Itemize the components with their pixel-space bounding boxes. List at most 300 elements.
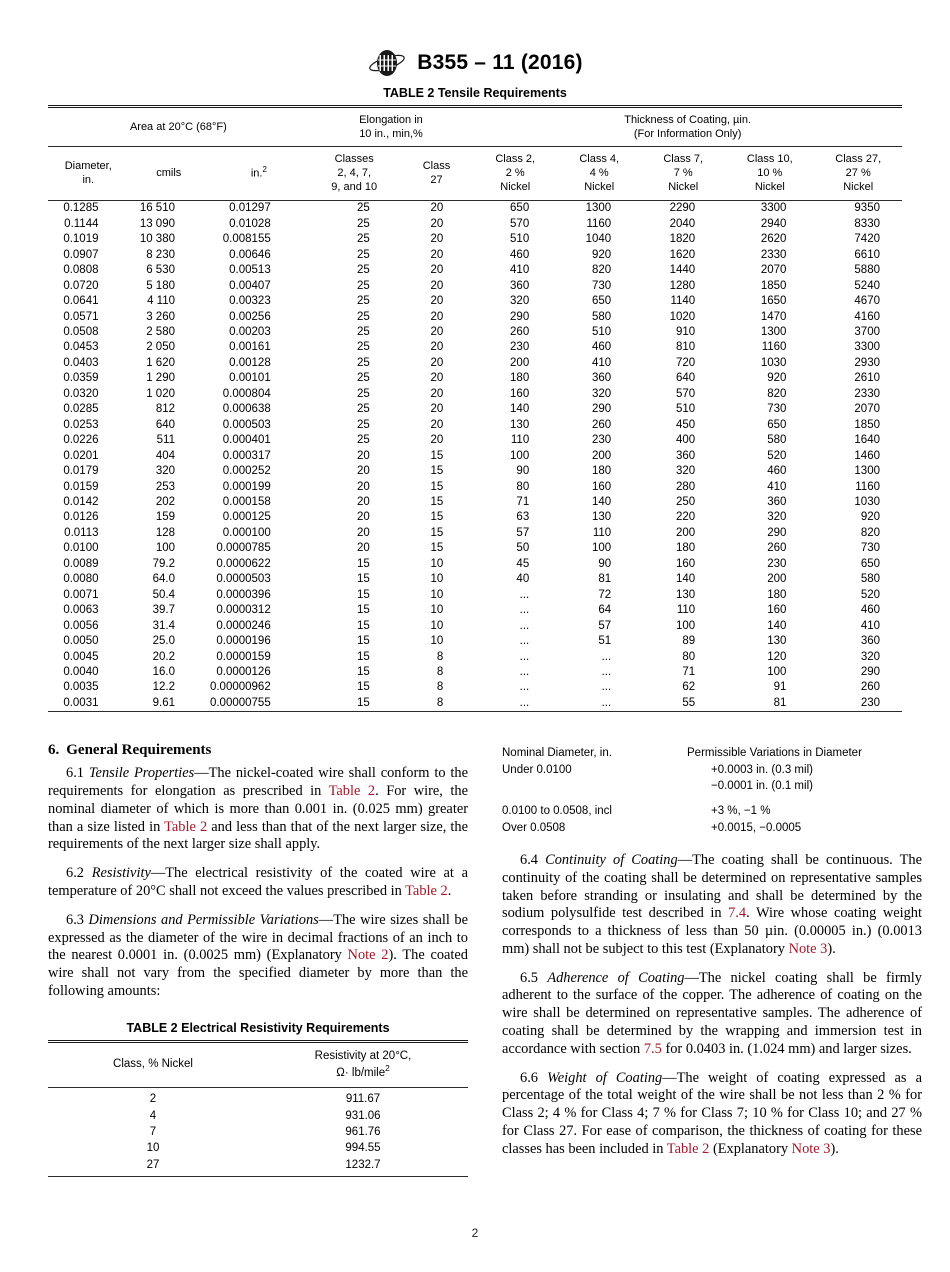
tensile-cell-r13-c8: 730 bbox=[767, 403, 787, 416]
resistivity-cell-r1-c0: 4 bbox=[149, 1109, 157, 1122]
tensile-cell-r11-c4: 20 bbox=[430, 372, 444, 385]
tensile-cell-r12-c1: 1 020 bbox=[146, 387, 175, 400]
tolerance-row-3-left: Over 0.0508 bbox=[502, 821, 566, 834]
tensile-cell-r4-c0: 0.0808 bbox=[63, 264, 99, 277]
link-note-3-a[interactable]: Note 3 bbox=[788, 940, 828, 957]
tensile-cell-r27-c5: ... bbox=[519, 619, 530, 632]
link-section-7-5[interactable]: 7.5 bbox=[643, 1040, 662, 1057]
tensile-cell-r6-c8: 1650 bbox=[760, 295, 787, 308]
tensile-cell-r19-c5: 71 bbox=[516, 496, 530, 508]
tensile-cell-r13-c5: 140 bbox=[510, 403, 530, 416]
tensile-cell-r9-c1: 2 050 bbox=[146, 341, 175, 354]
tensile-cell-r17-c3: 20 bbox=[356, 465, 370, 478]
tensile-cell-r10-c3: 25 bbox=[356, 356, 370, 369]
p66-number: 6.6 bbox=[520, 1069, 538, 1086]
tensile-cell-r2-c3: 25 bbox=[356, 233, 370, 246]
table-row bbox=[48, 588, 902, 603]
tensile-cell-r15-c3: 25 bbox=[356, 434, 370, 447]
tensile-cell-r14-c8: 650 bbox=[767, 418, 787, 431]
tensile-cell-r30-c6: ... bbox=[601, 665, 612, 678]
resistivity-cell-r0-c1: 911.67 bbox=[345, 1093, 381, 1106]
astm-logo-icon bbox=[367, 47, 407, 79]
col-header-class7-line1: Class 7, bbox=[663, 153, 704, 166]
tensile-cell-r1-c1: 13 090 bbox=[139, 217, 175, 230]
tensile-cell-r28-c2: 0.0000196 bbox=[216, 635, 271, 648]
tensile-cell-r21-c4: 15 bbox=[430, 526, 444, 539]
col-header-class7-line3: Nickel bbox=[668, 181, 699, 194]
tensile-cell-r12-c6: 320 bbox=[592, 387, 612, 400]
tensile-cell-r22-c4: 15 bbox=[430, 542, 444, 555]
tensile-cell-r29-c0: 0.0045 bbox=[63, 650, 99, 663]
table-row bbox=[48, 263, 902, 278]
tensile-cell-r22-c7: 180 bbox=[676, 542, 696, 555]
tensile-cell-r25-c7: 130 bbox=[676, 588, 696, 601]
tensile-cell-r18-c4: 15 bbox=[430, 480, 444, 493]
tensile-cell-r14-c1: 640 bbox=[155, 418, 175, 431]
col-header-diameter bbox=[48, 147, 129, 201]
tensile-cell-r24-c2: 0.0000503 bbox=[216, 573, 271, 586]
tensile-cell-r25-c0: 0.0071 bbox=[63, 588, 99, 601]
table-row bbox=[48, 279, 902, 294]
tensile-cell-r15-c6: 230 bbox=[592, 434, 612, 447]
p64-text-c: ). bbox=[827, 940, 836, 957]
tensile-cell-r17-c2: 0.000252 bbox=[222, 465, 271, 478]
tensile-cell-r12-c2: 0.000804 bbox=[222, 387, 271, 400]
tensile-cell-r7-c8: 1470 bbox=[760, 310, 787, 323]
tensile-cell-r3-c0: 0.0907 bbox=[63, 248, 99, 261]
tensile-cell-r30-c2: 0.0000126 bbox=[216, 665, 271, 678]
tensile-cell-r10-c6: 410 bbox=[592, 356, 612, 369]
tensile-cell-r14-c0: 0.0253 bbox=[63, 418, 99, 431]
link-note-2[interactable]: Note 2 bbox=[347, 947, 389, 964]
group-header-elongation bbox=[309, 107, 474, 147]
resistivity-cell-r2-c1: 961.76 bbox=[345, 1126, 381, 1139]
tensile-cell-r30-c0: 0.0040 bbox=[63, 665, 99, 678]
tensile-cell-r30-c4: 8 bbox=[436, 665, 444, 678]
tensile-cell-r21-c2: 0.000100 bbox=[222, 526, 271, 539]
tensile-cell-r11-c1: 1 290 bbox=[146, 372, 175, 385]
tensile-cell-r5-c0: 0.0720 bbox=[63, 279, 99, 292]
tensile-cell-r32-c1: 9.61 bbox=[152, 696, 175, 709]
tensile-cell-r31-c0: 0.0035 bbox=[63, 681, 99, 694]
tensile-cell-r10-c8: 1030 bbox=[760, 356, 787, 369]
tensile-cell-r12-c8: 820 bbox=[767, 387, 787, 400]
tensile-cell-r29-c9: 320 bbox=[860, 650, 880, 663]
tensile-cell-r11-c8: 920 bbox=[767, 372, 787, 385]
tensile-cell-r19-c3: 20 bbox=[356, 496, 370, 508]
tensile-cell-r18-c8: 410 bbox=[767, 480, 787, 493]
tensile-cell-r1-c4: 20 bbox=[430, 217, 444, 230]
p61-number: 6.1 bbox=[66, 765, 84, 782]
res-col-header-line2 bbox=[260, 1064, 466, 1081]
link-note-3-b[interactable]: Note 3 bbox=[791, 1140, 831, 1157]
resistivity-cell-r1-c1: 931.06 bbox=[345, 1109, 381, 1122]
tensile-group-header-row bbox=[48, 107, 902, 147]
tensile-cell-r5-c5: 360 bbox=[510, 279, 530, 292]
tensile-cell-r6-c4: 20 bbox=[430, 295, 444, 308]
tensile-cell-r24-c6: 81 bbox=[598, 573, 612, 586]
table-row bbox=[48, 1124, 468, 1140]
res-col-header-units: Ω· lb/mile bbox=[336, 1066, 386, 1079]
table-row bbox=[48, 480, 902, 495]
link-table-2-d[interactable]: Table 2 bbox=[666, 1140, 710, 1157]
table-row bbox=[48, 557, 902, 572]
tensile-cell-r11-c7: 640 bbox=[676, 372, 696, 385]
tensile-cell-r9-c5: 230 bbox=[510, 341, 530, 354]
paragraph-6-1 bbox=[48, 765, 468, 854]
tensile-cell-r19-c6: 140 bbox=[592, 496, 612, 508]
resistivity-table-body bbox=[48, 1088, 468, 1177]
tensile-cell-r0-c7: 2290 bbox=[669, 202, 696, 215]
link-table-2-a[interactable]: Table 2 bbox=[328, 783, 376, 800]
table-row bbox=[48, 1140, 468, 1156]
tensile-cell-r0-c8: 3300 bbox=[760, 202, 787, 215]
tensile-cell-r30-c3: 15 bbox=[356, 665, 370, 678]
tensile-cell-r8-c7: 910 bbox=[676, 326, 696, 339]
tolerance-row bbox=[502, 820, 922, 836]
col-header-sqin-text: in. bbox=[250, 168, 263, 181]
link-table-2-b[interactable]: Table 2 bbox=[164, 818, 208, 835]
tensile-cell-r5-c4: 20 bbox=[430, 279, 444, 292]
tensile-cell-r25-c6: 72 bbox=[598, 588, 612, 601]
col-header-class-10-nickel bbox=[725, 147, 814, 201]
tensile-cell-r23-c5: 45 bbox=[516, 557, 530, 570]
group-header-elongation-line2: 10 in., min,% bbox=[359, 128, 423, 141]
tensile-cell-r21-c3: 20 bbox=[356, 526, 370, 539]
tensile-cell-r9-c0: 0.0453 bbox=[63, 341, 99, 354]
tensile-cell-r6-c6: 650 bbox=[592, 295, 612, 308]
col-header-class-27-nickel bbox=[814, 147, 902, 201]
tensile-cell-r29-c7: 80 bbox=[682, 650, 696, 663]
tensile-cell-r8-c6: 510 bbox=[592, 326, 612, 339]
link-table-2-c[interactable]: Table 2 bbox=[405, 883, 448, 900]
tensile-cell-r6-c5: 320 bbox=[510, 295, 530, 308]
tensile-cell-r5-c9: 5240 bbox=[854, 279, 880, 292]
p61-term: Tensile Properties bbox=[88, 765, 195, 782]
tensile-cell-r0-c5: 650 bbox=[510, 202, 530, 215]
tensile-cell-r28-c0: 0.0050 bbox=[63, 635, 99, 648]
tensile-cell-r32-c0: 0.0031 bbox=[63, 696, 99, 709]
tensile-cell-r26-c8: 160 bbox=[767, 604, 787, 617]
tolerance-row-3-right: +0.0015, −0.0005 bbox=[711, 821, 802, 834]
tensile-cell-r3-c3: 25 bbox=[356, 248, 370, 261]
tensile-cell-r21-c0: 0.0113 bbox=[64, 526, 99, 539]
tensile-cell-r26-c2: 0.0000312 bbox=[216, 604, 271, 617]
p64-text-b: . Wire whose coating weight corresponds to a thickness of less than 50 µin. (0.00005 in.) (0.0013 mm) shall not be subject to this test (Explanatory bbox=[502, 905, 922, 957]
col-header-class10-line3: Nickel bbox=[754, 181, 785, 194]
tensile-cell-r19-c1: 202 bbox=[155, 496, 175, 508]
tensile-cell-r19-c4: 15 bbox=[430, 496, 444, 508]
tensile-cell-r4-c1: 6 530 bbox=[146, 264, 175, 277]
tolerance-row-0-left: Under 0.0100 bbox=[502, 763, 572, 776]
tensile-cell-r32-c9: 230 bbox=[860, 696, 880, 709]
table-row bbox=[48, 371, 902, 386]
tensile-cell-r2-c0: 0.1019 bbox=[63, 233, 99, 246]
tensile-cell-r21-c9: 820 bbox=[860, 526, 880, 539]
col-header-class2-line3: Nickel bbox=[500, 181, 531, 194]
tensile-cell-r28-c7: 89 bbox=[682, 635, 696, 648]
tensile-cell-r22-c8: 260 bbox=[767, 542, 787, 555]
col-header-class27-line2: 27 % bbox=[845, 167, 871, 180]
p63-text-b: ). The coated wire shall not vary from the specified diameter by more than the following amounts: bbox=[48, 947, 469, 999]
tolerance-row-1-right: −0.0001 in. (0.1 mil) bbox=[711, 780, 813, 792]
table-row bbox=[48, 619, 902, 634]
tensile-cell-r27-c1: 31.4 bbox=[152, 619, 175, 632]
col-header-class27-line1: Class 27, bbox=[835, 153, 882, 166]
tensile-cell-r28-c5: ... bbox=[519, 635, 530, 648]
tensile-cell-r29-c4: 8 bbox=[436, 650, 444, 663]
table-row bbox=[48, 680, 902, 695]
p63-text-a: —The wire sizes shall be expressed as the diameter of the wire in decimal fractions of an inch to the nearest 0.0001 in. (0.0025 mm) (Explanatory bbox=[48, 911, 468, 964]
tensile-cell-r31-c7: 62 bbox=[682, 681, 696, 694]
tensile-cell-r6-c7: 1140 bbox=[670, 295, 696, 308]
electrical-resistivity-table bbox=[48, 1040, 468, 1177]
resistivity-cell-r3-c0: 10 bbox=[146, 1142, 160, 1155]
tensile-cell-r23-c4: 10 bbox=[430, 557, 444, 570]
p63-number: 6.3 bbox=[66, 911, 84, 928]
tensile-cell-r8-c5: 260 bbox=[510, 326, 530, 339]
tensile-cell-r17-c5: 90 bbox=[516, 465, 530, 478]
tensile-cell-r15-c8: 580 bbox=[767, 434, 787, 447]
table-row bbox=[48, 526, 902, 541]
tensile-cell-r26-c5: ... bbox=[519, 604, 530, 617]
tensile-cell-r13-c2: 0.000638 bbox=[222, 403, 271, 416]
tensile-cell-r25-c8: 180 bbox=[767, 588, 787, 601]
tensile-cell-r2-c8: 2620 bbox=[760, 233, 787, 246]
tensile-cell-r17-c9: 1300 bbox=[854, 465, 880, 478]
p62-term: Resistivity bbox=[91, 865, 151, 882]
section-6-title: General Requirements bbox=[66, 742, 212, 759]
tensile-cell-r19-c7: 250 bbox=[676, 496, 696, 508]
tensile-cell-r28-c3: 15 bbox=[356, 635, 370, 648]
tensile-cell-r26-c3: 15 bbox=[356, 604, 370, 617]
tensile-cell-r29-c8: 120 bbox=[767, 650, 787, 663]
tensile-cell-r30-c8: 100 bbox=[767, 665, 787, 678]
resistivity-cell-r4-c1: 1232.7 bbox=[345, 1158, 381, 1171]
col-header-classes-line3: 9, and 10 bbox=[331, 181, 378, 194]
tensile-cell-r31-c6: ... bbox=[601, 681, 612, 694]
tensile-cell-r23-c3: 15 bbox=[356, 557, 370, 570]
tensile-cell-r15-c2: 0.000401 bbox=[222, 434, 271, 447]
tensile-cell-r13-c4: 20 bbox=[430, 403, 444, 416]
tensile-cell-r23-c2: 0.0000622 bbox=[216, 557, 271, 570]
p65-text-a: —The nickel coating shall be firmly adherent to the surface of the copper. The adherence of coating on the wire shall be determined on representative samples. The adherence of coating shall be determined by the wrapping and immersion test in accordance with section bbox=[502, 969, 922, 1057]
tensile-cell-r17-c7: 320 bbox=[676, 465, 696, 478]
col-header-cmils-line1: cmils bbox=[156, 167, 182, 180]
tensile-cell-r31-c4: 8 bbox=[436, 681, 444, 694]
col-header-class-27-elongation bbox=[400, 147, 474, 201]
tensile-cell-r0-c3: 25 bbox=[356, 202, 370, 215]
tensile-cell-r1-c2: 0.01028 bbox=[229, 217, 271, 230]
tensile-cell-r24-c0: 0.0080 bbox=[63, 573, 99, 586]
col-header-classes-line2: 2, 4, 7, bbox=[337, 167, 372, 180]
tensile-cell-r7-c2: 0.00256 bbox=[229, 310, 271, 323]
table-row bbox=[48, 495, 902, 510]
tolerance-row-2-right: +3 %, −1 % bbox=[711, 805, 771, 818]
tensile-cell-r15-c1: 511 bbox=[156, 434, 175, 447]
tensile-cell-r20-c8: 320 bbox=[767, 511, 787, 524]
left-column bbox=[48, 742, 468, 1177]
tensile-cell-r20-c4: 15 bbox=[430, 511, 444, 524]
tensile-cell-r22-c2: 0.0000785 bbox=[216, 542, 271, 555]
tensile-cell-r31-c9: 260 bbox=[860, 681, 880, 694]
tensile-cell-r15-c4: 20 bbox=[430, 434, 444, 447]
p61-text-c: and less than that of the next larger size, the requirements of the next larger size shall apply. bbox=[48, 818, 469, 853]
col-header-square-inch-line1 bbox=[211, 165, 307, 181]
tensile-cell-r17-c4: 15 bbox=[430, 465, 444, 478]
col-header-class2-line1: Class 2, bbox=[495, 153, 536, 166]
tensile-cell-r21-c5: 57 bbox=[516, 526, 530, 539]
tensile-cell-r5-c2: 0.00407 bbox=[229, 279, 271, 292]
tensile-cell-r31-c1: 12.2 bbox=[152, 681, 175, 694]
tensile-cell-r28-c8: 130 bbox=[767, 635, 787, 648]
paragraph-6-4 bbox=[502, 852, 922, 959]
tensile-cell-r1-c0: 0.1144 bbox=[64, 217, 99, 230]
tolerance-row-1-left bbox=[502, 778, 687, 794]
p63-term: Dimensions and Permissible Variations bbox=[88, 911, 319, 928]
p62-number: 6.2 bbox=[66, 865, 84, 882]
resistivity-cell-r2-c0: 7 bbox=[149, 1126, 157, 1139]
tensile-cell-r9-c3: 25 bbox=[356, 341, 370, 354]
tensile-cell-r4-c6: 820 bbox=[592, 264, 612, 277]
tensile-cell-r20-c2: 0.000125 bbox=[222, 511, 271, 524]
col-header-class-7-nickel bbox=[641, 147, 725, 201]
p64-text-a: —The coating shall be continuous. The continuity of the coating shall be determined on representative samples taken before stranding or insulating and shall be determined by the sodium polysulfide test described in bbox=[502, 851, 922, 922]
tolerance-row-0-right: +0.0003 in. (0.3 mil) bbox=[711, 763, 813, 776]
table-row bbox=[48, 402, 902, 417]
tensile-cell-r28-c9: 360 bbox=[860, 635, 880, 648]
col-header-diameter-line1: Diameter, bbox=[64, 160, 112, 173]
tensile-cell-r9-c7: 810 bbox=[676, 341, 696, 354]
tensile-cell-r25-c3: 15 bbox=[356, 588, 370, 601]
tensile-cell-r25-c2: 0.0000396 bbox=[216, 588, 271, 601]
col-header-cmils bbox=[129, 147, 210, 201]
tensile-cell-r28-c4: 10 bbox=[430, 635, 444, 648]
table-row bbox=[48, 232, 902, 247]
tensile-cell-r2-c6: 1040 bbox=[585, 233, 612, 246]
tensile-cell-r2-c7: 1820 bbox=[669, 233, 696, 246]
tensile-cell-r13-c9: 2070 bbox=[854, 403, 880, 416]
tensile-cell-r0-c4: 20 bbox=[430, 202, 444, 215]
tensile-cell-r22-c0: 0.0100 bbox=[63, 542, 99, 555]
table-row bbox=[48, 310, 902, 325]
tolerance-row bbox=[502, 762, 922, 778]
tensile-cell-r16-c3: 20 bbox=[356, 449, 370, 462]
tensile-cell-r2-c1: 10 380 bbox=[139, 233, 175, 246]
tensile-cell-r17-c8: 460 bbox=[767, 465, 787, 478]
tensile-cell-r22-c5: 50 bbox=[516, 542, 530, 555]
tensile-cell-r18-c9: 1160 bbox=[855, 480, 880, 493]
tensile-cell-r24-c4: 10 bbox=[430, 573, 444, 586]
tensile-cell-r27-c3: 15 bbox=[356, 619, 370, 632]
tensile-cell-r32-c8: 81 bbox=[773, 696, 787, 709]
tensile-cell-r16-c9: 1460 bbox=[854, 449, 880, 462]
tensile-cell-r8-c9: 3700 bbox=[854, 326, 880, 339]
tensile-cell-r21-c6: 110 bbox=[592, 526, 612, 539]
document-header bbox=[48, 0, 902, 86]
tensile-cell-r0-c0: 0.1285 bbox=[63, 202, 99, 215]
tensile-cell-r4-c2: 0.00513 bbox=[229, 264, 271, 277]
tensile-cell-r11-c9: 2610 bbox=[854, 372, 880, 385]
col-header-square-inch bbox=[209, 147, 309, 201]
table-row bbox=[48, 464, 902, 479]
tensile-cell-r32-c3: 15 bbox=[356, 696, 370, 709]
tensile-cell-r21-c7: 200 bbox=[676, 526, 696, 539]
tensile-cell-r3-c6: 920 bbox=[592, 248, 612, 261]
tensile-cell-r32-c6: ... bbox=[601, 696, 612, 709]
tensile-cell-r24-c9: 580 bbox=[860, 573, 880, 586]
tensile-cell-r20-c1: 159 bbox=[155, 511, 175, 524]
right-column bbox=[502, 742, 922, 1177]
tensile-cell-r5-c8: 1850 bbox=[760, 279, 787, 292]
tensile-cell-r26-c9: 460 bbox=[860, 604, 880, 617]
resistivity-cell-r3-c1: 994.55 bbox=[345, 1142, 381, 1155]
group-header-thickness-line1: Thickness of Coating, µin. bbox=[624, 114, 752, 126]
tensile-cell-r15-c9: 1640 bbox=[854, 434, 880, 447]
table-row bbox=[48, 541, 902, 556]
table-row bbox=[48, 217, 902, 232]
tensile-cell-r14-c2: 0.000503 bbox=[222, 418, 271, 431]
tensile-cell-r19-c2: 0.000158 bbox=[222, 496, 271, 508]
tensile-cell-r18-c0: 0.0159 bbox=[63, 480, 99, 493]
tensile-cell-r24-c8: 200 bbox=[767, 573, 787, 586]
permissible-variations-block bbox=[502, 745, 922, 836]
col-header-class2-line2: 2 % bbox=[505, 167, 525, 180]
tensile-cell-r4-c8: 2070 bbox=[760, 264, 787, 277]
col-header-class10-line2: 10 % bbox=[757, 167, 783, 180]
tensile-cell-r20-c0: 0.0126 bbox=[63, 511, 99, 524]
tensile-cell-r11-c3: 25 bbox=[356, 372, 370, 385]
tensile-cell-r2-c5: 510 bbox=[510, 233, 530, 246]
tensile-requirements-table bbox=[48, 105, 902, 712]
tensile-cell-r1-c8: 2940 bbox=[760, 217, 787, 230]
tensile-cell-r24-c1: 64.0 bbox=[152, 573, 175, 586]
tensile-cell-r23-c0: 0.0089 bbox=[63, 557, 99, 570]
tensile-cell-r7-c9: 4160 bbox=[854, 310, 880, 323]
tensile-cell-r16-c7: 360 bbox=[676, 449, 696, 462]
p64-term: Continuity of Coating bbox=[545, 851, 678, 868]
table-row bbox=[48, 340, 902, 355]
tensile-cell-r31-c3: 15 bbox=[356, 681, 370, 694]
tensile-cell-r20-c9: 920 bbox=[860, 511, 880, 524]
tensile-cell-r12-c9: 2330 bbox=[854, 387, 880, 400]
link-section-7-4[interactable]: 7.4 bbox=[728, 905, 747, 922]
tensile-cell-r0-c2: 0.01297 bbox=[229, 202, 271, 215]
tensile-cell-r14-c3: 25 bbox=[356, 418, 370, 431]
tensile-cell-r6-c0: 0.0641 bbox=[63, 295, 99, 308]
paragraph-6-6 bbox=[502, 1070, 922, 1159]
tensile-cell-r8-c4: 20 bbox=[430, 326, 444, 339]
table-row bbox=[48, 356, 902, 371]
tensile-cell-r13-c3: 25 bbox=[356, 403, 370, 416]
table-row bbox=[48, 572, 902, 587]
tensile-cell-r9-c8: 1160 bbox=[761, 341, 787, 354]
tensile-cell-r10-c7: 720 bbox=[676, 356, 696, 369]
tensile-cell-r29-c3: 15 bbox=[356, 650, 370, 663]
table-row bbox=[48, 387, 902, 402]
tensile-cell-r7-c6: 580 bbox=[592, 310, 612, 323]
tensile-cell-r19-c0: 0.0142 bbox=[63, 496, 99, 508]
tensile-cell-r30-c1: 16.0 bbox=[152, 665, 175, 678]
tensile-cell-r8-c8: 1300 bbox=[760, 326, 787, 339]
res-col-header-line1: Resistivity at 20°C, bbox=[314, 1049, 412, 1062]
tensile-cell-r5-c3: 25 bbox=[356, 279, 370, 292]
tensile-cell-r8-c3: 25 bbox=[356, 326, 370, 339]
tensile-cell-r0-c9: 9350 bbox=[854, 202, 880, 215]
col-header-class-2-nickel bbox=[473, 147, 557, 201]
table-row bbox=[48, 665, 902, 680]
tensile-cell-r14-c6: 260 bbox=[592, 418, 612, 431]
